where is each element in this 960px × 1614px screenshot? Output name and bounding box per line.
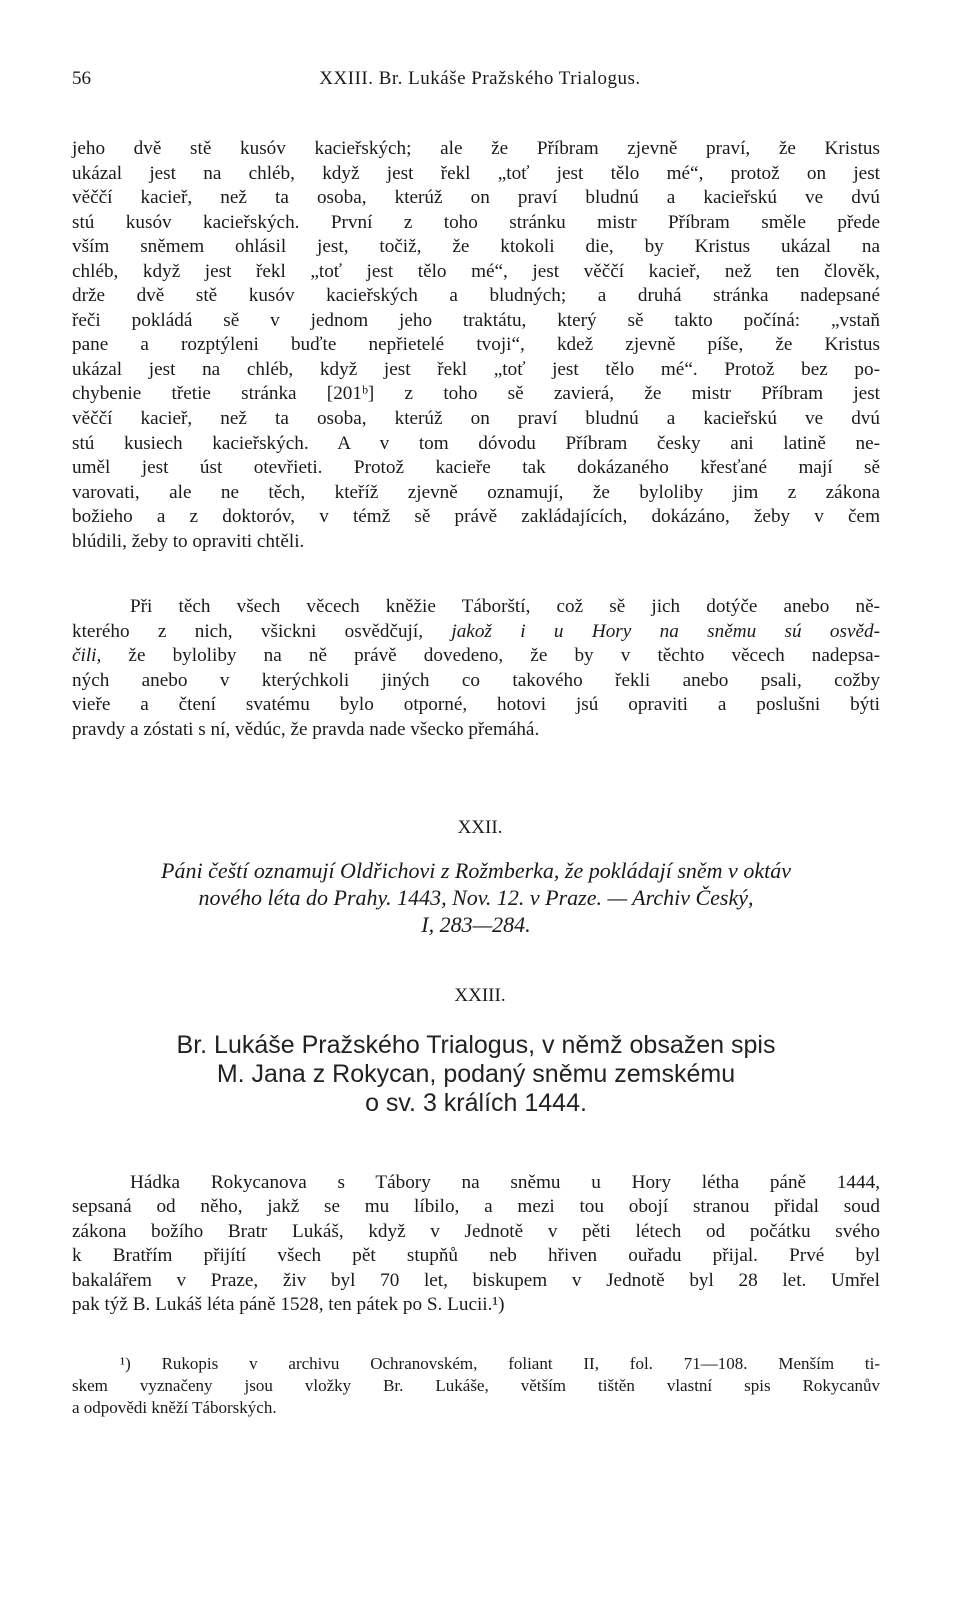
title-line: M. Jana z Rokycan, podaný sněmu zemskému	[216, 1060, 736, 1088]
text-line: ukázal jest na chléb, když jest řekl „toť jest tělo mé“. Protož bez po-	[72, 358, 880, 380]
paragraph-intro	[72, 1171, 880, 1317]
text-line: blúdili, žeby to opraviti chtěli.	[72, 530, 305, 552]
regest-line: I, 283—284.	[421, 912, 531, 937]
text-span: kterého z nich, všickni osvědčují,	[72, 620, 452, 642]
title-line: o sv. 3 králích 1444.	[365, 1089, 587, 1117]
text-line: drže dvě stě kusóv kacieřských a bludných; a druhá stránka nadepsané	[72, 285, 880, 307]
text-line: ných anebo v kterýchkoli jiných co takového řekli anebo psali, cožby	[72, 669, 880, 691]
text-line: Při těch všech věcech kněžie Táborští, což sě jich dotýče anebo ně-	[130, 596, 880, 617]
text-line: bakalářem v Praze, živ byl 70 let, biskupem v Jednotě byl 28 let. Umřel	[72, 1269, 880, 1291]
footnote	[72, 1353, 880, 1419]
text-line: řeči pokládá sě v jednom jeho traktátu, který sě takto počíná: „vstaň	[72, 309, 880, 331]
text-line: vieře a čtení svatému bylo otporné, hotovi jsú opraviti a poslušni býti	[72, 694, 880, 716]
footnote-line: ¹) Rukopis v archivu Ochranovském, foliant II, fol. 71—108. Menším ti-	[120, 1354, 880, 1373]
text-line: vším sněmem ohlásil jest, točiž, že ktokoli die, by Kristus ukázal na	[72, 236, 880, 258]
paragraph-continuation	[72, 137, 880, 554]
italic-span: jakož i u Hory na sněmu sú osvěd-	[451, 620, 880, 642]
footnote-line: a odpovědi kněží Táborských.	[72, 1398, 277, 1417]
text-line: jeho dvě stě kusóv kacieřských; ale že Příbram zjevně praví, že Kristus	[72, 138, 880, 159]
page-number: 56	[72, 68, 91, 89]
text-line: stú kusiech kacieřských. A v tom dóvodu Příbram česky ani latině ne-	[72, 432, 880, 454]
text-line: stú kusóv kacieřských. První z toho stránku mistr Příbram směle přede	[72, 211, 880, 233]
text-span: že byloliby na ně právě dovedeno, že by v těchto věcech nadepsa-	[101, 645, 880, 667]
text-line: pane a rozptýleni buďte nepřietelé tvoji“, kdež zjevně píše, že Kristus	[72, 334, 880, 356]
text-line: k Bratřím přijítí všech pět stupňů neb hřiven ouřadu přijal. Prvé byl	[72, 1245, 880, 1267]
section-number-22: XXII.	[457, 817, 503, 838]
text-line: pravdy a zóstati s ní, vědúc, že pravda nade všecko přemáhá.	[72, 718, 540, 740]
text-line: věččí kacieř, než ta osoba, kterúž on praví bludnú a kacieřskú ve dvú	[72, 408, 880, 430]
text-line: uměl jest úst otevřieti. Protož kacieře tak dokázaného křesťané mají sě	[72, 457, 880, 479]
text-line: ukázal jest na chléb, když jest řekl „toť jest tělo mé“, protož on jest	[72, 162, 880, 184]
paragraph-taborites	[72, 595, 880, 742]
text-line: zákona božího Bratr Lukáš, když v Jednotě v pěti létech od počátku svého	[72, 1220, 880, 1242]
text-line: chybenie třetie stránka [201ᵇ] z toho sě zavierá, že mistr Příbram jest	[72, 383, 880, 405]
title-line: Br. Lukáše Pražského Trialogus, v němž obsažen spis	[176, 1031, 776, 1059]
text-line: Hádka Rokycanova s Tábory na sněmu u Hory létha páně 1444,	[130, 1172, 880, 1193]
text-line: božieho a z doktoróv, v témž sě právě zakládajících, dokázáno, žeby v čem	[72, 506, 880, 528]
text-line: věččí kacieř, než ta osoba, kterúž on praví bludnú a kacieřskú ve dvú	[72, 187, 880, 209]
section-22-regest	[72, 857, 880, 938]
text-line: varovati, ale ne těch, kteříž zjevně oznamují, že byloliby jim z zákona	[72, 481, 880, 503]
section-23-title	[72, 1031, 880, 1118]
running-header	[72, 68, 888, 98]
running-title: XXIII. Br. Lukáše Pražského Trialogus.	[319, 68, 641, 89]
regest-line: nového léta do Prahy. 1443, Nov. 12. v Praze. — Archiv Český,	[198, 885, 754, 910]
text-line: sepsaná od něho, jakž se mu líbilo, a mezi tou obojí stranou přidal soud	[72, 1196, 880, 1218]
footnote-line: skem vyznačeny jsou vložky Br. Lukáše, větším tištěn vlastní spis Rokycanův	[72, 1376, 880, 1395]
text-line: pak týž B. Lukáš léta páně 1528, ten pátek po S. Lucii.¹)	[72, 1294, 505, 1316]
text-line-mixed	[72, 644, 880, 669]
regest-line: Páni čeští oznamují Oldřichovi z Rožmberka, že pokládají sněm v oktáv	[161, 858, 791, 883]
text-line-mixed	[72, 620, 880, 645]
italic-span: čili,	[72, 645, 102, 667]
text-line: chléb, když jest řekl „toť jest tělo mé“, jest věččí kacieř, než ten člověk,	[72, 260, 880, 282]
section-number-23: XXIII.	[454, 985, 506, 1006]
